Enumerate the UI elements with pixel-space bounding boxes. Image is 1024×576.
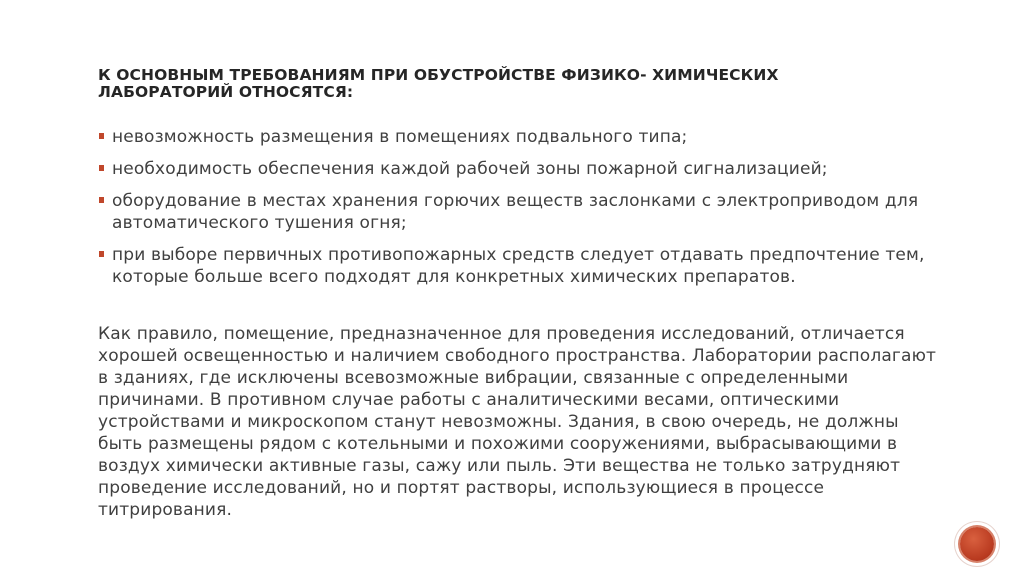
bullet-marker-icon bbox=[99, 251, 104, 257]
bullet-list bbox=[98, 126, 948, 298]
circle-icon bbox=[960, 527, 994, 561]
body-paragraph: Как правило, помещение, предназначенное для проведения исследований, отличается хорошей освещенностью и наличием свободного пространства. Лаборатории располагают в зданиях, где исключены всевозможные вибрации, связанные с определенными причинами. В противном случае работы с аналитическими весами, оптическими устройствами и микроскопом станут невозможны. Здания, в свою очередь, не должны быть размещены рядом с котельными и похожими сооружениями, выбрасывающими в воздух химически активные газы, сажу или пыль. Эти вещества не только затрудняют проведение исследований, но и портят растворы, использующиеся в процессе титрирования. bbox=[98, 324, 937, 520]
bullet-text: при выборе первичных противопожарных средств следует отдавать предпочтение тем, которые больше всего подходят для конкретных химических препаратов. bbox=[112, 245, 925, 287]
bullet-item bbox=[98, 190, 948, 234]
bullet-item bbox=[98, 244, 948, 288]
bullet-item bbox=[98, 158, 948, 180]
bullet-marker-icon bbox=[99, 165, 104, 171]
bullet-marker-icon bbox=[99, 133, 104, 139]
slide-title: К ОСНОВНЫМ ТРЕБОВАНИЯМ ПРИ ОБУСТРОЙСТВЕ ФИЗИКО- ХИМИЧЕСКИХ ЛАБОРАТОРИЙ ОТНОСЯТСЯ: bbox=[98, 66, 779, 101]
bullet-marker-icon bbox=[99, 197, 104, 203]
bullet-text: невозможность размещения в помещениях подвального типа; bbox=[112, 127, 688, 147]
bullet-text: оборудование в местах хранения горючих веществ заслонками с электроприводом для автоматического тушения огня; bbox=[112, 191, 919, 233]
bullet-text: необходимость обеспечения каждой рабочей зоны пожарной сигнализацией; bbox=[112, 159, 828, 179]
slide-nav-button[interactable] bbox=[955, 522, 999, 566]
bullet-item bbox=[98, 126, 948, 148]
